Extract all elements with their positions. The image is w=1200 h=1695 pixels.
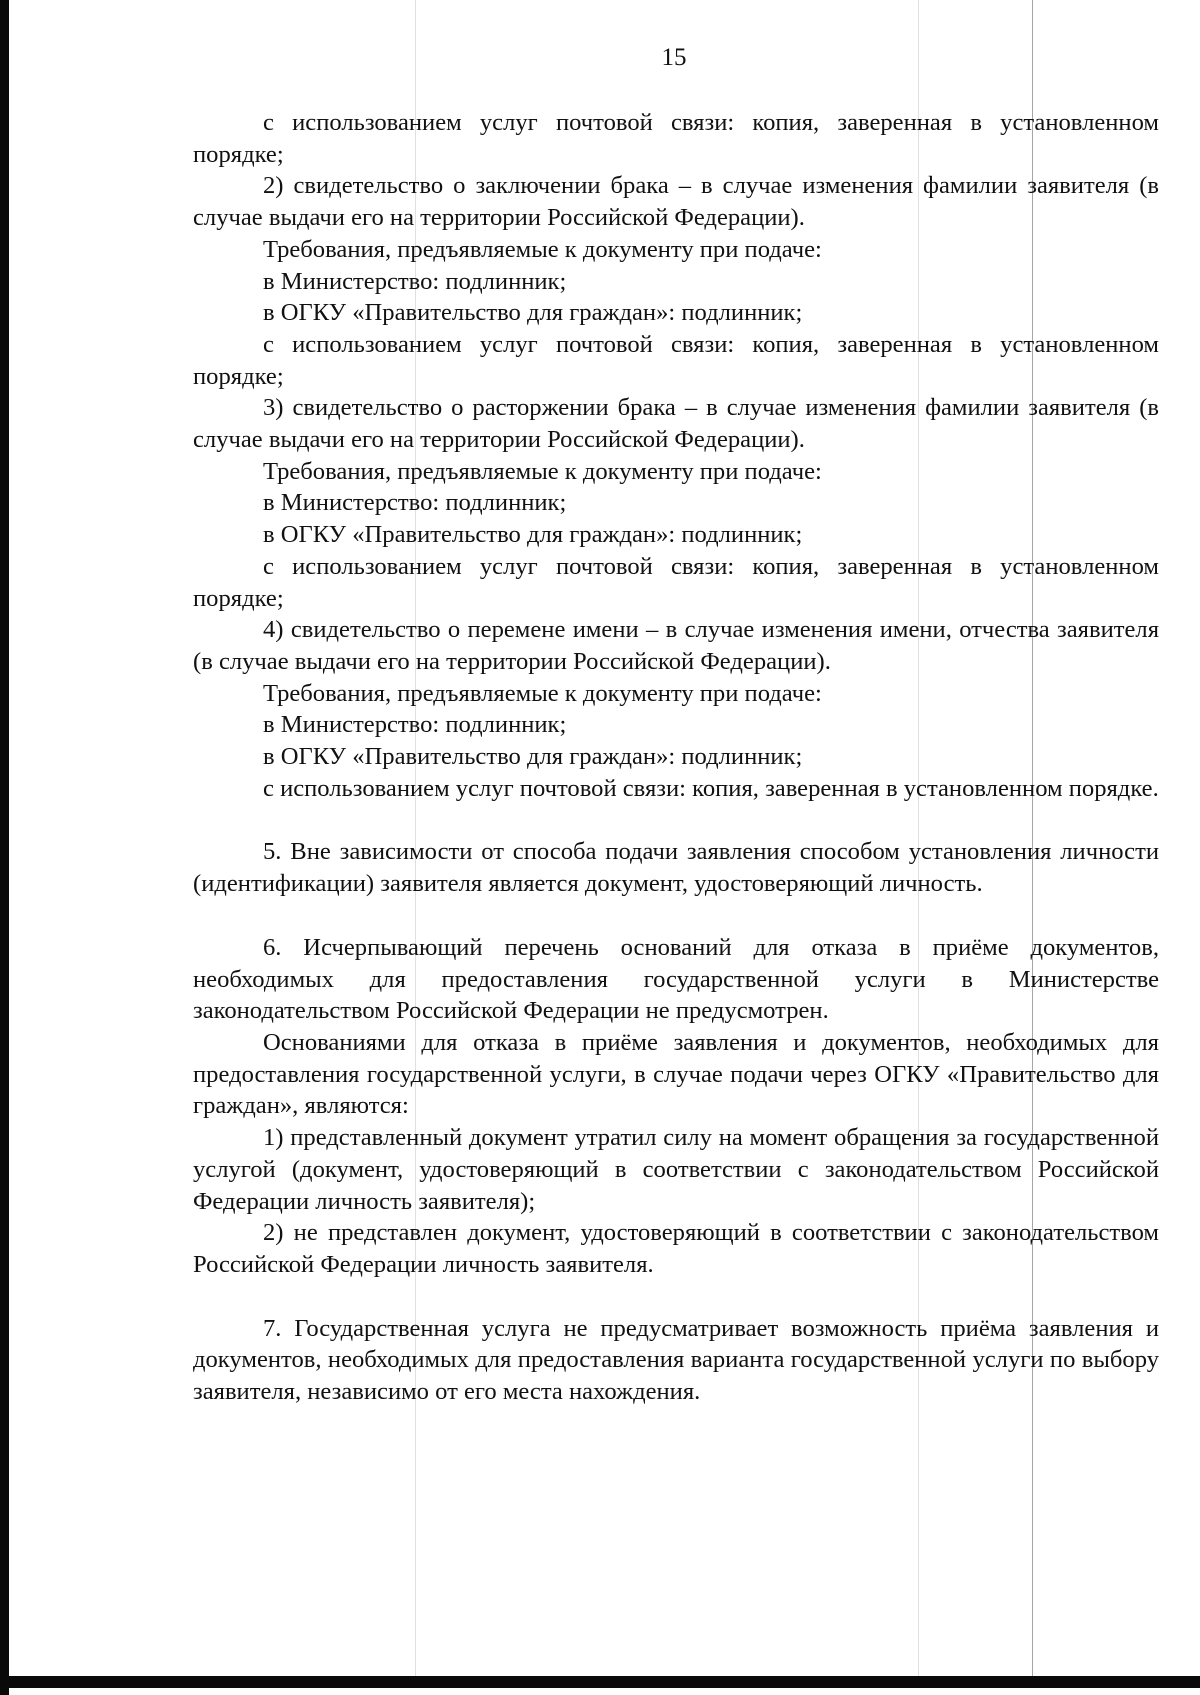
paragraph: с использованием услуг почтовой связи: копия, заверенная в установленном порядке; bbox=[193, 552, 1159, 612]
paragraph: 2) свидетельство о заключении брака – в случае изменения фамилии заявителя (в случае выдачи его на территории Российской Федерации). bbox=[193, 172, 1159, 232]
paragraph: 3) свидетельство о расторжении брака – в случае изменения фамилии заявителя (в случае выдачи его на территории Российской Федерации). bbox=[193, 394, 1159, 454]
paragraph: в ОГКУ «Правительство для граждан»: подлинник; bbox=[263, 299, 803, 327]
paragraph: в Министерство: подлинник; bbox=[263, 267, 567, 295]
paragraph: Требования, предъявляемые к документу при подаче: bbox=[263, 235, 822, 263]
page-number: 15 bbox=[661, 44, 687, 71]
paragraph: 7. Государственная услуга не предусматривает возможность приёма заявления и документов, необходимых для предоставления варианта государственной услуги по выбору заявителя, независимо от его места нахождения. bbox=[193, 1314, 1159, 1406]
paragraph: с использованием услуг почтовой связи: копия, заверенная в установленном порядке; bbox=[193, 330, 1159, 390]
paragraph: с использованием услуг почтовой связи: копия, заверенная в установленном порядке; bbox=[193, 109, 1159, 168]
paragraph: 4) свидетельство о перемене имени – в случае изменения имени, отчества заявителя (в случае выдачи его на территории Российской Федерации). bbox=[193, 616, 1159, 675]
paragraph: Требования, предъявляемые к документу при подаче: bbox=[263, 457, 822, 485]
paragraph: 5. Вне зависимости от способа подачи заявления способом установления личности (идентификации) заявителя является документ, удостоверяющий личность. bbox=[193, 838, 1159, 898]
paragraph: Требования, предъявляемые к документу при подаче: bbox=[263, 679, 822, 707]
paragraph: 6. Исчерпывающий перечень оснований для отказа в приёме документов, необходимых для предоставления государственной услуги в Министерстве законодательством Российской Федерации не предусмотрен. bbox=[193, 933, 1159, 1025]
document-body bbox=[193, 107, 1159, 1408]
paragraph: в ОГКУ «Правительство для граждан»: подлинник; bbox=[263, 743, 803, 771]
paragraph: в Министерство: подлинник; bbox=[263, 711, 567, 739]
paragraph: 1) представленный документ утратил силу на момент обращения за государственной услугой (документ, удостоверяющий в соответствии с законодательством Российской Федерации личность заявителя); bbox=[193, 1124, 1159, 1215]
paragraph: Основаниями для отказа в приёме заявления и документов, необходимых для предоставления государственной услуги, в случае подачи через ОГКУ «Правительство для граждан», являются: bbox=[193, 1028, 1159, 1120]
paragraph: в ОГКУ «Правительство для граждан»: подлинник; bbox=[263, 521, 803, 549]
paragraph: с использованием услуг почтовой связи: копия, заверенная в установленном порядке. bbox=[263, 774, 1159, 802]
paragraph: 2) не представлен документ, удостоверяющий в соответствии с законодательством Российской Федерации личность заявителя. bbox=[193, 1219, 1159, 1278]
scan-border-bottom bbox=[0, 1676, 1200, 1688]
paragraph: в Министерство: подлинник; bbox=[263, 489, 567, 517]
scan-border-left bbox=[0, 0, 9, 1695]
